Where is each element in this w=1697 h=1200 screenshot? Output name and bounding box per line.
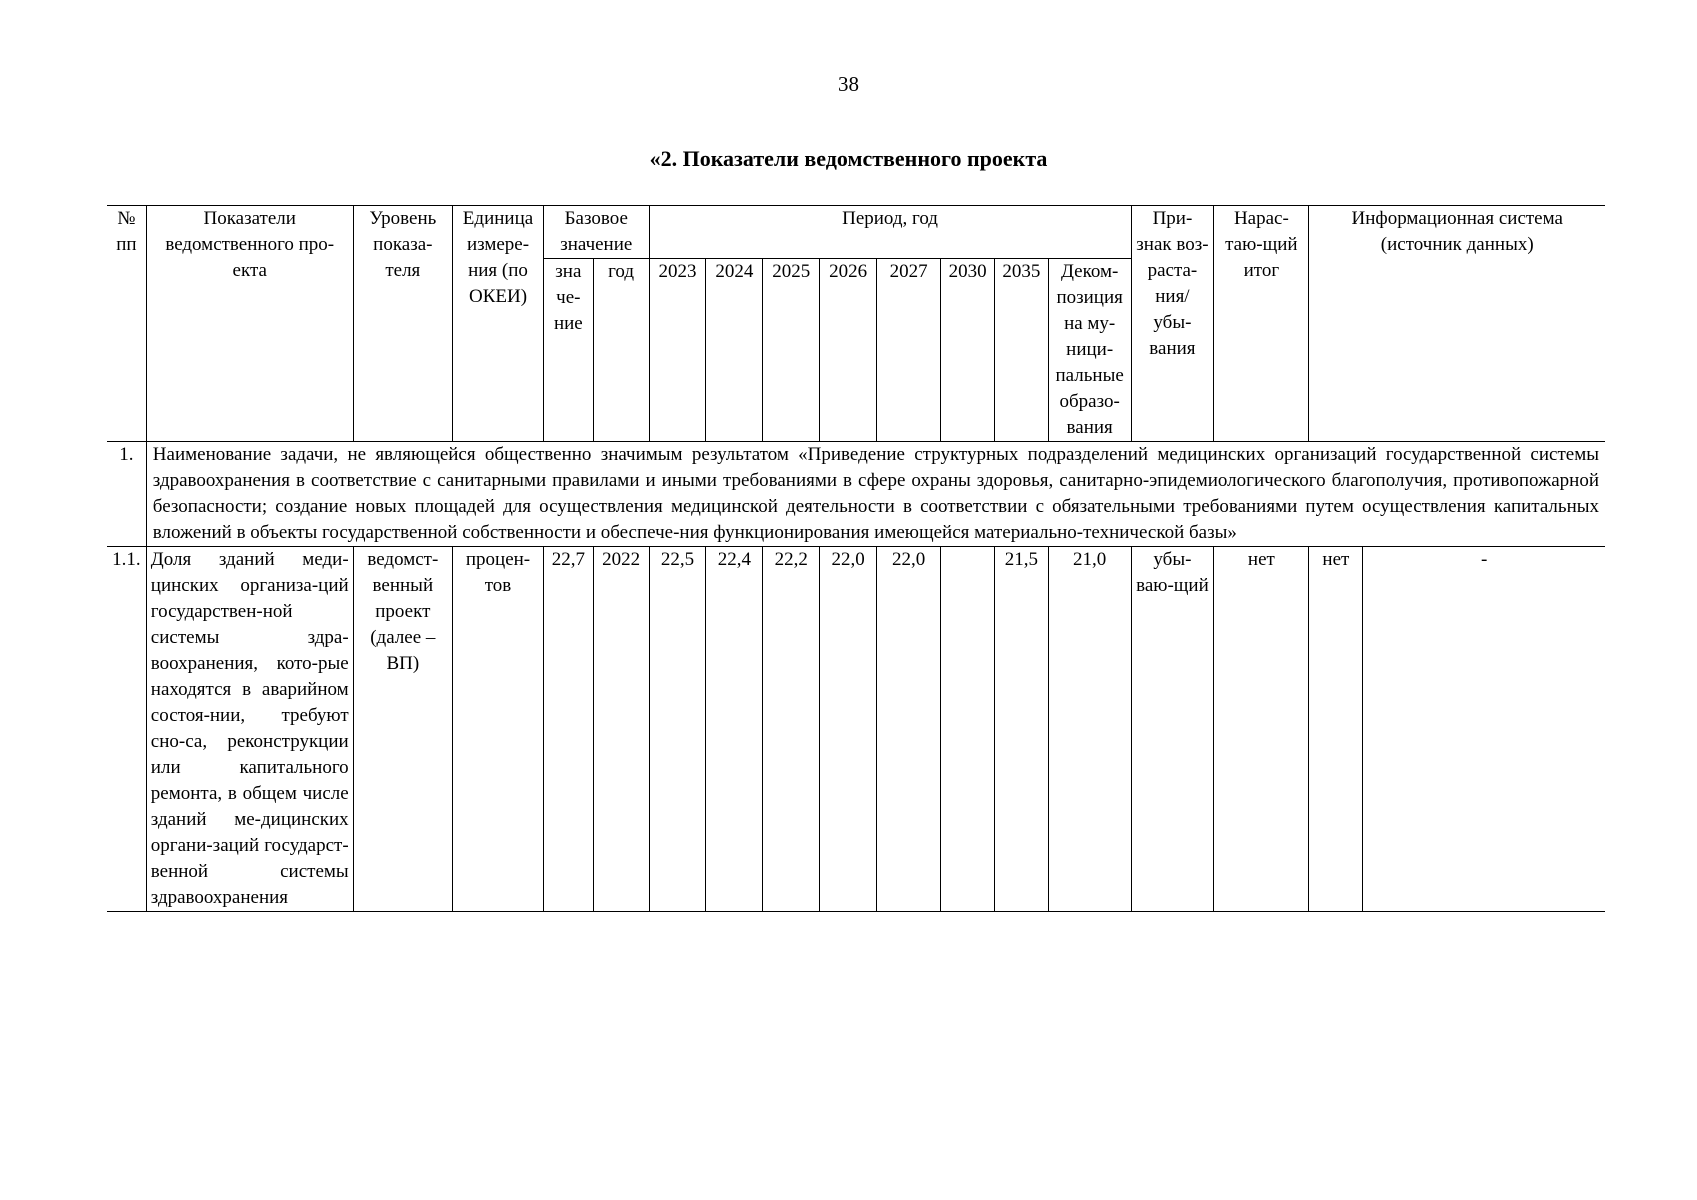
col-header-indicator: Показатели ведомственного про-екта xyxy=(146,206,353,442)
task-text: Наименование задачи, не являющейся общественно значимым результатом «Приведение структурных подразделений медицинских организаций государственной системы здравоохранения в соответствие с санитарными правилами и иными требованиями в сфере охраны здоровья, санитарно-эпидемиологического благополучия, противопожарной безопасности; создание новых площадей для осуществления медицинской деятельности в соответствии с обязательными требованиями путем осуществления капитальных вложений в объекты государственной собственности и обеспече-ния функционирования имеющейся материально-технической базы» xyxy=(146,442,1605,547)
row-num: 1.1. xyxy=(107,547,146,912)
col-header-year-2025: 2025 xyxy=(763,259,820,442)
col-header-period: Период, год xyxy=(649,206,1131,259)
row-value-2023: 22,5 xyxy=(649,547,706,912)
col-header-base-year: год xyxy=(593,259,649,442)
header-row-1 xyxy=(107,206,1605,259)
row-level: ведомст-венный проект (далее – ВП) xyxy=(353,547,452,912)
col-header-level: Уровень показа-теля xyxy=(353,206,452,442)
row-cumulative: нет xyxy=(1214,547,1309,912)
row-sign: убы-ваю-щий xyxy=(1131,547,1214,912)
row-value-2027: 22,0 xyxy=(877,547,941,912)
page-number: 38 xyxy=(838,72,859,96)
row-unit: процен-тов xyxy=(452,547,543,912)
task-row xyxy=(107,442,1605,547)
col-header-unit: Единица измере-ния (по ОКЕИ) xyxy=(452,206,543,442)
col-header-decomposition: Деком-позиция на му-ници-пальные образо-вания xyxy=(1048,259,1131,442)
col-header-year-2026: 2026 xyxy=(820,259,877,442)
col-header-year-2023: 2023 xyxy=(649,259,706,442)
row-value-2030 xyxy=(941,547,995,912)
row-value-2035: 21,5 xyxy=(995,547,1049,912)
row-decomposition: нет xyxy=(1309,547,1363,912)
col-header-year-2035: 2035 xyxy=(995,259,1049,442)
section-title: «2. Показатели ведомственного проекта xyxy=(649,146,1048,171)
col-header-sign: При-знак воз-раста-ния/ убы-вания xyxy=(1131,206,1214,442)
col-header-cumulative: Нарас-таю-щий итог xyxy=(1214,206,1309,442)
row-extra-value: 21,0 xyxy=(1048,547,1131,912)
row-value-2024: 22,4 xyxy=(706,547,763,912)
table-row xyxy=(107,547,1605,912)
task-num: 1. xyxy=(107,442,146,547)
row-base-value: 22,7 xyxy=(544,547,594,912)
col-header-num: № пп xyxy=(107,206,146,442)
col-header-info-system: Информационная система (источник данных) xyxy=(1309,206,1605,442)
col-header-year-2030: 2030 xyxy=(941,259,995,442)
row-indicator: Доля зданий меди-цинских организа-ций государствен-ной системы здра-воохранения, кото-рые находятся в аварийном состоя-нии, требуют сно-са, реконструкции или капитального ремонта, в общем числе зданий ме-дицинских органи-заций государст-венной системы здравоохранения xyxy=(146,547,353,912)
row-base-year: 2022 xyxy=(593,547,649,912)
col-header-base-value: зна че-ние xyxy=(544,259,594,442)
row-value-2026: 22,0 xyxy=(820,547,877,912)
col-header-year-2027: 2027 xyxy=(877,259,941,442)
indicators-table xyxy=(107,205,1605,912)
row-value-2025: 22,2 xyxy=(763,547,820,912)
col-header-base: Базовое значение xyxy=(544,206,650,259)
col-header-year-2024: 2024 xyxy=(706,259,763,442)
row-info-system: - xyxy=(1363,547,1605,912)
